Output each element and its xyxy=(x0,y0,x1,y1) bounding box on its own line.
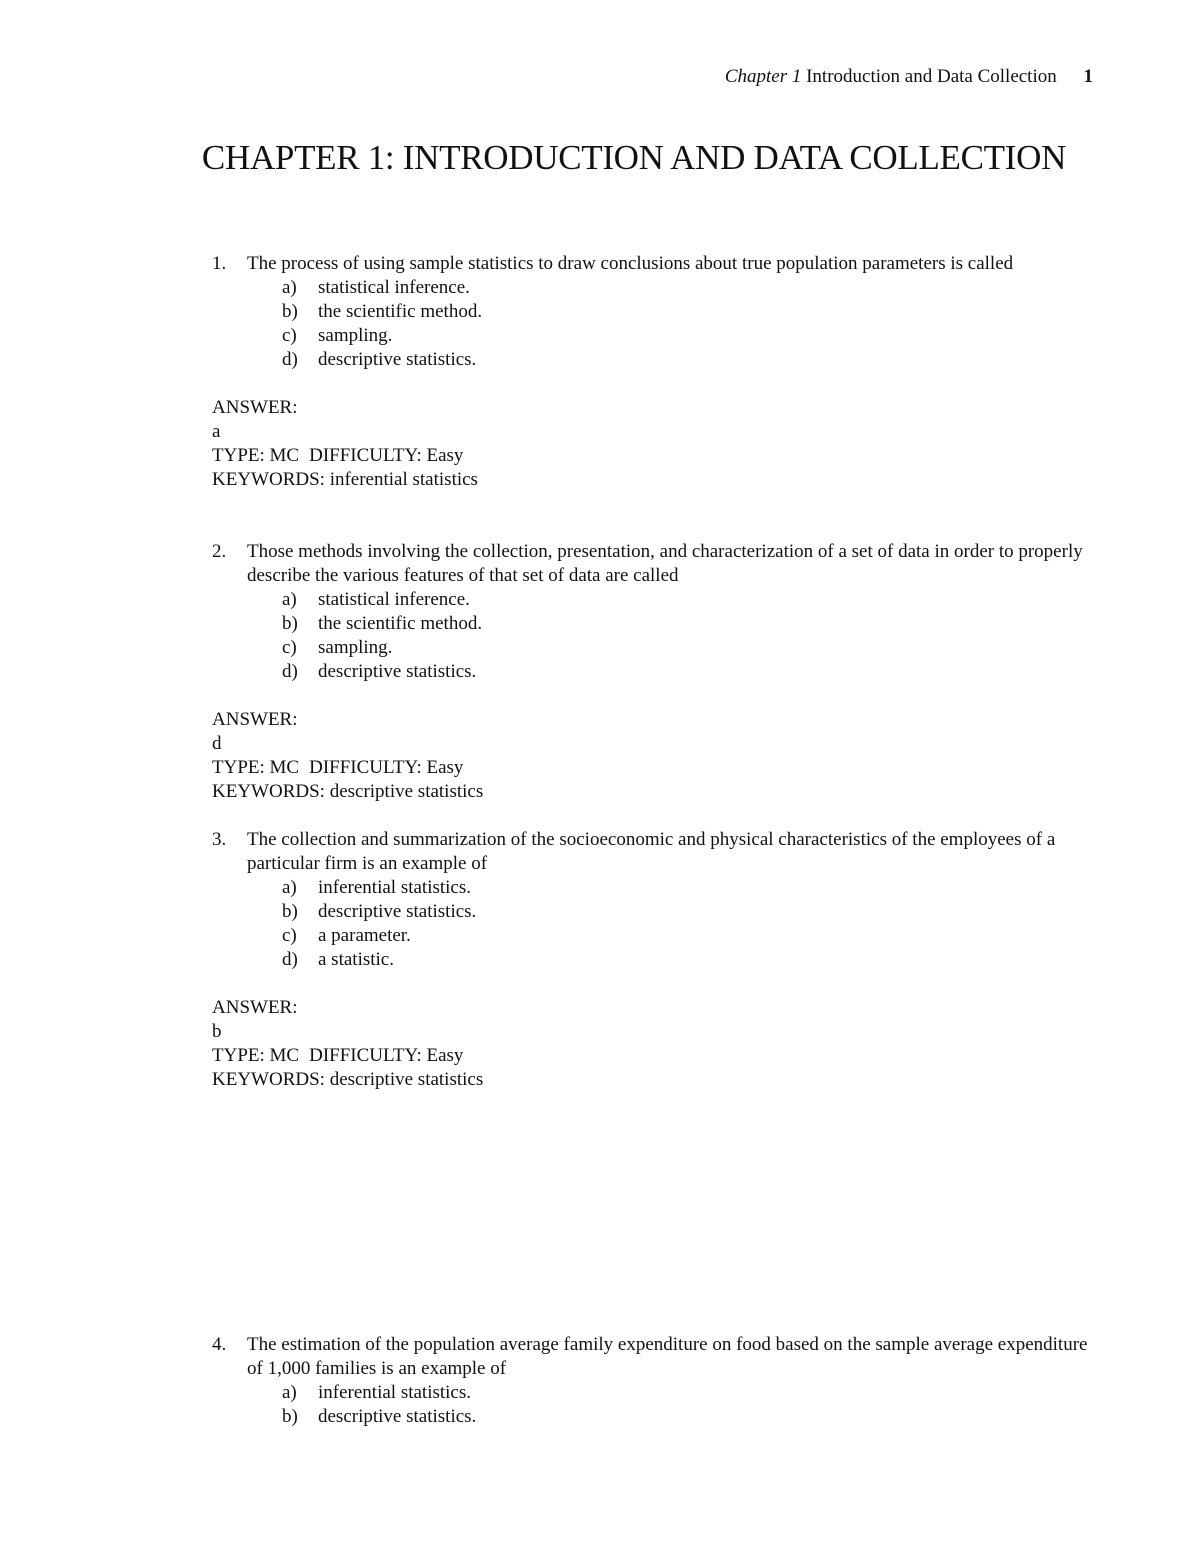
running-header xyxy=(725,66,1093,88)
option-a xyxy=(282,1381,1092,1405)
option-c xyxy=(282,636,1092,660)
question-type: TYPE: MC xyxy=(212,445,300,466)
option-letter: b) xyxy=(282,613,298,634)
option-letter: c) xyxy=(282,325,297,346)
option-a xyxy=(282,276,1092,300)
option-letter: d) xyxy=(282,661,298,682)
question-keywords: KEYWORDS: descriptive statistics xyxy=(212,781,484,802)
answer-value: b xyxy=(212,1021,222,1042)
answer-block xyxy=(212,708,1092,804)
option-a xyxy=(282,588,1092,612)
option-letter: d) xyxy=(282,949,298,970)
type-difficulty-line xyxy=(212,444,1092,468)
question-difficulty: DIFFICULTY: Easy xyxy=(309,445,464,466)
options-list xyxy=(282,876,1092,972)
options-list xyxy=(282,276,1092,372)
options-list xyxy=(282,1381,1092,1429)
question-stem xyxy=(212,540,1092,588)
option-text: inferential statistics. xyxy=(318,1382,472,1403)
question-number: 3. xyxy=(212,829,227,850)
option-text: a parameter. xyxy=(318,925,411,946)
option-c xyxy=(282,924,1092,948)
option-c xyxy=(282,324,1092,348)
option-letter: a) xyxy=(282,1382,297,1403)
option-letter: b) xyxy=(282,1406,298,1427)
question-2 xyxy=(212,540,1092,804)
option-d xyxy=(282,348,1092,372)
answer-label: ANSWER: xyxy=(212,997,298,1018)
chapter-title: CHAPTER 1: INTRODUCTION AND DATA COLLECTION xyxy=(201,138,1067,177)
option-d xyxy=(282,948,1092,972)
option-text: a statistic. xyxy=(318,949,394,970)
option-text: the scientific method. xyxy=(318,613,483,634)
question-number: 4. xyxy=(212,1334,227,1355)
option-text: sampling. xyxy=(318,637,393,658)
option-text: the scientific method. xyxy=(318,301,483,322)
option-d xyxy=(282,660,1092,684)
page-number: 1 xyxy=(1083,66,1093,87)
question-4 xyxy=(212,1333,1092,1429)
question-text: The estimation of the population average family expenditure on food based on the sample average expenditure of 1,000 families is an example of xyxy=(247,1334,1088,1379)
header-chapter-title: Introduction and Data Collection xyxy=(806,66,1057,87)
question-number: 2. xyxy=(212,541,227,562)
question-1 xyxy=(212,252,1092,492)
question-keywords: KEYWORDS: inferential statistics xyxy=(212,469,478,490)
question-3 xyxy=(212,828,1092,1092)
option-letter: a) xyxy=(282,589,297,610)
answer-value: a xyxy=(212,421,221,442)
question-text: Those methods involving the collection, presentation, and characterization of a set of data in order to properly describe the various features of that set of data are called xyxy=(247,541,1083,586)
type-difficulty-line xyxy=(212,1044,1092,1068)
option-letter: a) xyxy=(282,877,297,898)
option-letter: b) xyxy=(282,901,298,922)
option-b xyxy=(282,612,1092,636)
question-difficulty: DIFFICULTY: Easy xyxy=(309,1045,464,1066)
option-text: sampling. xyxy=(318,325,393,346)
option-text: descriptive statistics. xyxy=(318,661,477,682)
answer-block xyxy=(212,996,1092,1092)
question-keywords: KEYWORDS: descriptive statistics xyxy=(212,1069,484,1090)
question-text: The collection and summarization of the socioeconomic and physical characteristics of the employees of a particular firm is an example of xyxy=(247,829,1056,874)
option-letter: b) xyxy=(282,301,298,322)
answer-label: ANSWER: xyxy=(212,709,298,730)
option-letter: a) xyxy=(282,277,297,298)
option-text: inferential statistics. xyxy=(318,877,472,898)
option-letter: d) xyxy=(282,349,298,370)
answer-label: ANSWER: xyxy=(212,397,298,418)
option-b xyxy=(282,300,1092,324)
option-letter: c) xyxy=(282,637,297,658)
question-text: The process of using sample statistics to draw conclusions about true population parameters is called xyxy=(247,253,1014,274)
question-type: TYPE: MC xyxy=(212,757,300,778)
question-difficulty: DIFFICULTY: Easy xyxy=(309,757,464,778)
option-text: descriptive statistics. xyxy=(318,349,477,370)
option-b xyxy=(282,900,1092,924)
option-b xyxy=(282,1405,1092,1429)
question-stem xyxy=(212,828,1092,876)
question-stem xyxy=(212,252,1092,276)
header-chapter-label: Chapter 1 xyxy=(724,66,802,87)
answer-block xyxy=(212,396,1092,492)
option-text: descriptive statistics. xyxy=(318,901,477,922)
question-type: TYPE: MC xyxy=(212,1045,300,1066)
option-text: descriptive statistics. xyxy=(318,1406,477,1427)
answer-value: d xyxy=(212,733,222,754)
option-text: statistical inference. xyxy=(318,589,470,610)
option-letter: c) xyxy=(282,925,297,946)
option-text: statistical inference. xyxy=(318,277,470,298)
question-stem xyxy=(212,1333,1092,1381)
option-a xyxy=(282,876,1092,900)
question-number: 1. xyxy=(212,253,227,274)
options-list xyxy=(282,588,1092,684)
type-difficulty-line xyxy=(212,756,1092,780)
